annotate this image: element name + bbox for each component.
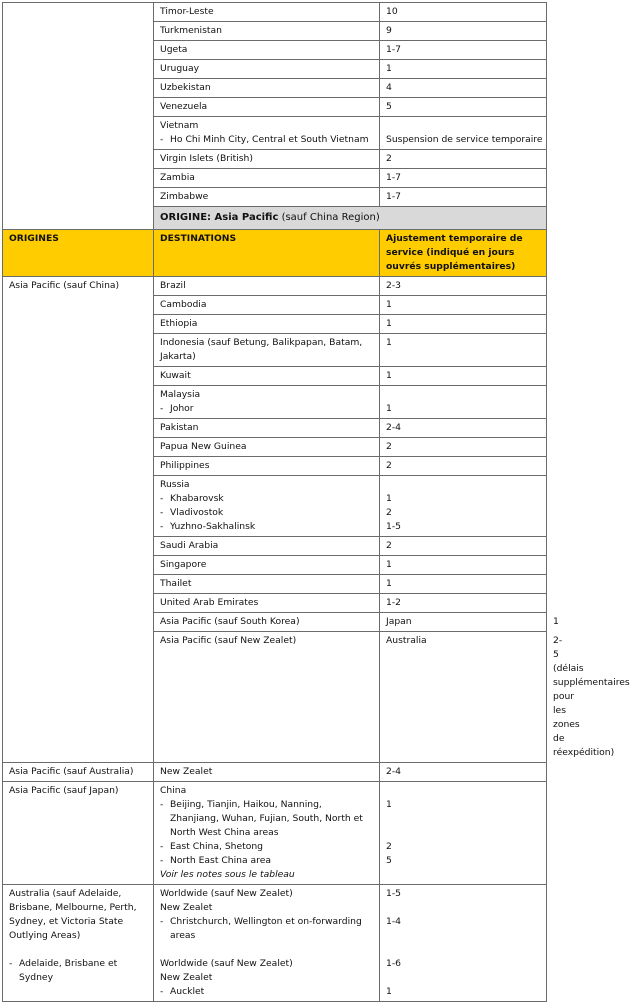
table-row	[3, 763, 547, 782]
destination-cell: Pakistan	[154, 419, 380, 438]
destination-cell: Uzbekistan	[154, 79, 380, 98]
destination-cell: Kuwait	[154, 367, 380, 386]
adjustment-value: 5	[386, 855, 392, 866]
adjustment-value: 2	[386, 507, 392, 518]
adjustment-cell: 2	[380, 150, 547, 169]
origin-cell: Asia Pacific (sauf Australia)	[3, 763, 154, 782]
destination-name: China	[160, 785, 187, 796]
adjustment-cell: 2	[380, 438, 547, 457]
destination-subarea: - Johor	[160, 402, 373, 416]
adjustment-value: 1	[386, 799, 392, 810]
header-destinations: DESTINATIONS	[154, 230, 380, 277]
adjustment-cell	[380, 885, 547, 1002]
section-heading-rest: (sauf China Region)	[278, 212, 380, 223]
destination-cell: Zimbabwe	[154, 188, 380, 207]
destination-subarea: - Yuzhno-Sakhalinsk	[160, 520, 373, 534]
destination-subarea: - North East China area	[160, 854, 373, 868]
adjustment-cell: 1	[380, 575, 547, 594]
adjustment-cell	[380, 476, 547, 537]
destination-cell: Singapore	[154, 556, 380, 575]
origin-cell: Asia Pacific (sauf South Korea)	[154, 613, 380, 632]
adjustment-cell: 2-3	[380, 277, 547, 296]
destination-subarea: - Beijing, Tianjin, Haikou, Nanning, Zhanjiang, Wuhan, Fujian, South, North et North West China areas	[160, 798, 373, 840]
destination-cell: Uruguay	[154, 60, 380, 79]
table-row	[3, 782, 547, 885]
destination-cell	[154, 476, 380, 537]
header-origins: ORIGINES	[3, 230, 154, 277]
adjustment-cell: 2	[380, 457, 547, 476]
destination-name: Russia	[160, 479, 190, 490]
destination-cell: Saudi Arabia	[154, 537, 380, 556]
section-heading	[154, 207, 547, 230]
service-adjustment-table	[2, 2, 630, 1002]
adjustment-cell: 9	[380, 22, 547, 41]
adjustment-value: 1	[386, 403, 392, 414]
destination-cell: Thailet	[154, 575, 380, 594]
destination-cell: Timor-Leste	[154, 3, 380, 22]
adjustment-cell: 1	[380, 315, 547, 334]
destination-name: New Zealet	[160, 972, 213, 983]
table-row: Asia Pacific (sauf South Korea) Japan 1	[3, 613, 547, 632]
destination-name: Vietnam	[160, 120, 199, 131]
table-row	[3, 885, 547, 1002]
destination-cell: Indonesia (sauf Betung, Balikpapan, Batam, Jakarta)	[154, 334, 380, 367]
section-heading-bold: ORIGINE: Asia Pacific	[160, 212, 279, 223]
destination-subarea: - Ho Chi Minh City, Central et South Vietnam	[160, 133, 373, 147]
origin-cell-empty	[3, 3, 154, 230]
adjustment-cell: 1-7	[380, 188, 547, 207]
adjustment-cell: 1	[380, 367, 547, 386]
destination-cell	[154, 885, 380, 1002]
adjustment-cell: 1	[380, 556, 547, 575]
destination-cell: Zambia	[154, 169, 380, 188]
destination-subarea: - Aucklet	[160, 985, 373, 999]
origin-cell: Asia Pacific (sauf China)	[3, 277, 154, 763]
destination-cell: Virgin Islets (British)	[154, 150, 380, 169]
destination-cell: Philippines	[154, 457, 380, 476]
adjustment-value: Suspension de service temporaire	[386, 134, 543, 145]
destination-name: Worldwide (sauf New Zealet)	[160, 888, 293, 899]
destination-cell: Papua New Guinea	[154, 438, 380, 457]
destination-cell: United Arab Emirates	[154, 594, 380, 613]
destination-cell	[154, 386, 380, 419]
destination-subarea: - Khabarovsk	[160, 492, 373, 506]
adjustment-cell: 2-4	[380, 763, 547, 782]
destination-cell: Ugeta	[154, 41, 380, 60]
adjustment-cell	[380, 117, 547, 150]
adjustment-cell: 5	[380, 98, 547, 117]
adjustment-cell	[380, 386, 547, 419]
destination-cell: Turkmenistan	[154, 22, 380, 41]
header-adjustment: Ajustement temporaire de service (indiqué en jours ouvrés supplémentaires)	[380, 230, 547, 277]
destination-name: Worldwide (sauf New Zealet)	[160, 958, 293, 969]
adjustment-cell: 1-2	[380, 594, 547, 613]
destination-cell: Cambodia	[154, 296, 380, 315]
adjustment-cell: 1-7	[380, 41, 547, 60]
adjustment-value: 1-6	[386, 958, 402, 969]
adjustment-value: 1-5	[386, 521, 402, 532]
adjustment-cell: 2-4	[380, 419, 547, 438]
table-row	[3, 3, 547, 22]
table-row: Asia Pacific (sauf New Zealet) Australia 2-5 (délais supplémentaires pour les zones de réexpédition)	[3, 632, 547, 763]
origin-cell: Asia Pacific (sauf New Zealet)	[154, 632, 380, 763]
table-row	[3, 277, 547, 296]
destination-name: New Zealet	[160, 902, 213, 913]
origin-cell: Asia Pacific (sauf Japan)	[3, 782, 154, 885]
adjustment-cell: 1	[380, 334, 547, 367]
adjustment-value: 1-5	[386, 888, 402, 899]
adjustment-value: 1	[386, 986, 392, 997]
destination-cell: Brazil	[154, 277, 380, 296]
destination-subarea: - East China, Shetong	[160, 840, 373, 854]
destination-name: Malaysia	[160, 389, 201, 400]
origin-subarea: - Adelaide, Brisbane et Sydney	[9, 957, 147, 985]
origin-cell	[3, 885, 154, 1002]
destination-cell: Venezuela	[154, 98, 380, 117]
destination-cell: Ethiopia	[154, 315, 380, 334]
destination-cell: Japan	[380, 613, 547, 632]
destination-cell	[154, 782, 380, 885]
destination-cell: New Zealet	[154, 763, 380, 782]
adjustment-cell: 2	[380, 537, 547, 556]
adjustment-value: 2	[386, 841, 392, 852]
adjustment-cell	[380, 782, 547, 885]
destination-cell: Australia	[380, 632, 547, 763]
adjustment-value: 1-4	[386, 916, 402, 927]
destination-cell	[154, 117, 380, 150]
adjustment-cell: 1	[380, 296, 547, 315]
adjustment-cell: 1	[380, 60, 547, 79]
destination-subarea: - Christchurch, Wellington et on-forwarding areas	[160, 915, 373, 943]
table-header-row	[3, 230, 547, 277]
adjustment-cell: 1-7	[380, 169, 547, 188]
origin-name: Australia (sauf Adelaide, Brisbane, Melbourne, Perth, Sydney, et Victoria State Outlying Areas)	[9, 888, 137, 941]
table-note: Voir les notes sous le tableau	[160, 869, 295, 880]
adjustment-cell: 4	[380, 79, 547, 98]
adjustment-value: 1	[386, 493, 392, 504]
adjustment-cell: 10	[380, 3, 547, 22]
destination-subarea: - Vladivostok	[160, 506, 373, 520]
